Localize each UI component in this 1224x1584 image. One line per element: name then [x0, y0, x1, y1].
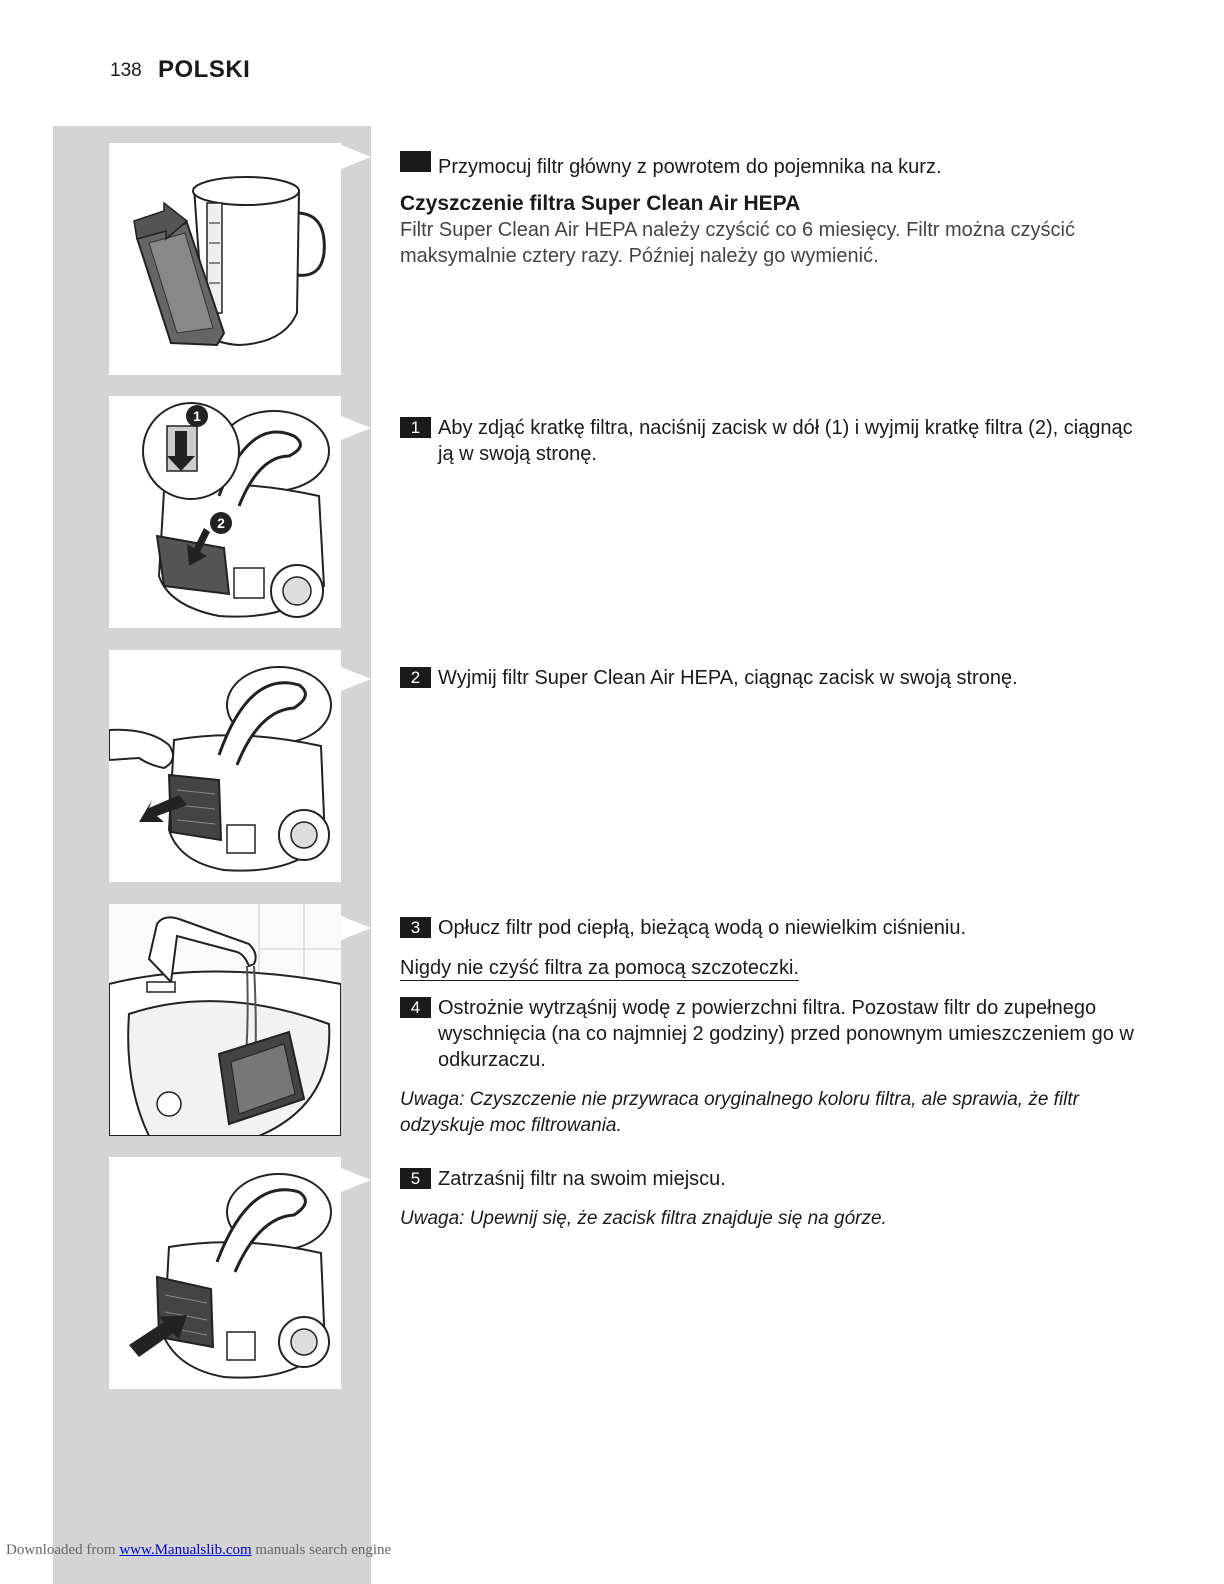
step-text: Wyjmij filtr Super Clean Air HEPA, ciągnąc zacisk w swoją stronę. [438, 667, 1018, 689]
page-number: 138 [110, 60, 142, 81]
step-1 [400, 415, 1138, 467]
step-5 [400, 1166, 1138, 1192]
step-number-badge: 1 [400, 417, 431, 438]
footer-link[interactable]: www.Manualslib.com [119, 1542, 252, 1558]
step-text: Opłucz filtr pod ciepłą, bieżącą wodą o niewielkim ciśnieniu. [438, 917, 967, 939]
note-filter-clip: Uwaga: Upewnij się, że zacisk filtra znajduje się na górze. [400, 1208, 887, 1229]
warning-text: Nigdy nie czyść filtra za pomocą szczoteczki. [400, 957, 800, 979]
dust-container-illustration [109, 143, 341, 375]
figure-remove-grille [109, 396, 341, 628]
figure-pointer [341, 667, 371, 691]
step-number-badge: 3 [400, 917, 431, 938]
rinse-filter-illustration [109, 904, 341, 1136]
step-number-badge [400, 151, 431, 172]
step-reattach-main-filter [400, 151, 1138, 180]
step-text: Zatrzaśnij filtr na swoim miejscu. [438, 1168, 726, 1190]
step-text: Przymocuj filtr główny z powrotem do pojemnika na kurz. [438, 156, 942, 178]
page-language-heading: POLSKI [158, 56, 251, 83]
footer-suffix: manuals search engine [255, 1542, 392, 1558]
vacuum-filter-insert-illustration [109, 1157, 341, 1389]
callout-number-1: 1 [193, 408, 201, 424]
footer-prefix: Downloaded from [6, 1542, 116, 1558]
section-heading: Czyszczenie filtra Super Clean Air HEPA [400, 192, 801, 215]
figure-remove-hepa-filter [109, 650, 341, 882]
vacuum-grille-illustration [109, 396, 341, 628]
figure-pointer [341, 916, 371, 940]
note-filter-color: Uwaga: Czyszczenie nie przywraca oryginalnego koloru filtra, ale sprawia, że filtr odzyskuje moc filtrowania. [400, 1089, 1080, 1136]
section-intro: Filtr Super Clean Air HEPA należy czyścić co 6 miesięcy. Filtr można czyścić maksymalnie cztery razy. Później należy go wymienić. [400, 219, 1075, 267]
figure-rinse-filter [109, 904, 341, 1136]
step-number-badge: 4 [400, 997, 431, 1018]
step-number-badge: 2 [400, 667, 431, 688]
figure-dust-container [109, 143, 341, 375]
figure-pointer [341, 1168, 371, 1192]
figure-insert-filter [109, 1157, 341, 1389]
step-text: Ostrożnie wytrząśnij wodę z powierzchni filtra. Pozostaw filtr do zupełnego wyschnięcia (na co najmniej 2 godziny) przed ponownym umieszczeniem go w odkurzaczu. [438, 997, 1134, 1071]
callout-number-2: 2 [217, 515, 225, 531]
figure-pointer [341, 416, 371, 440]
step-number-badge: 5 [400, 1168, 431, 1189]
step-2 [400, 665, 1138, 691]
step-4 [400, 995, 1138, 1073]
warning-text-wrap [400, 955, 1100, 981]
step-3 [400, 915, 1138, 941]
figure-pointer [341, 145, 371, 169]
step-text: Aby zdjąć kratkę filtra, naciśnij zacisk w dół (1) i wyjmij kratkę filtra (2), ciągnąc ją w swoją stronę. [438, 417, 1133, 465]
footer [6, 1542, 391, 1559]
vacuum-hepa-removal-illustration [109, 650, 341, 882]
